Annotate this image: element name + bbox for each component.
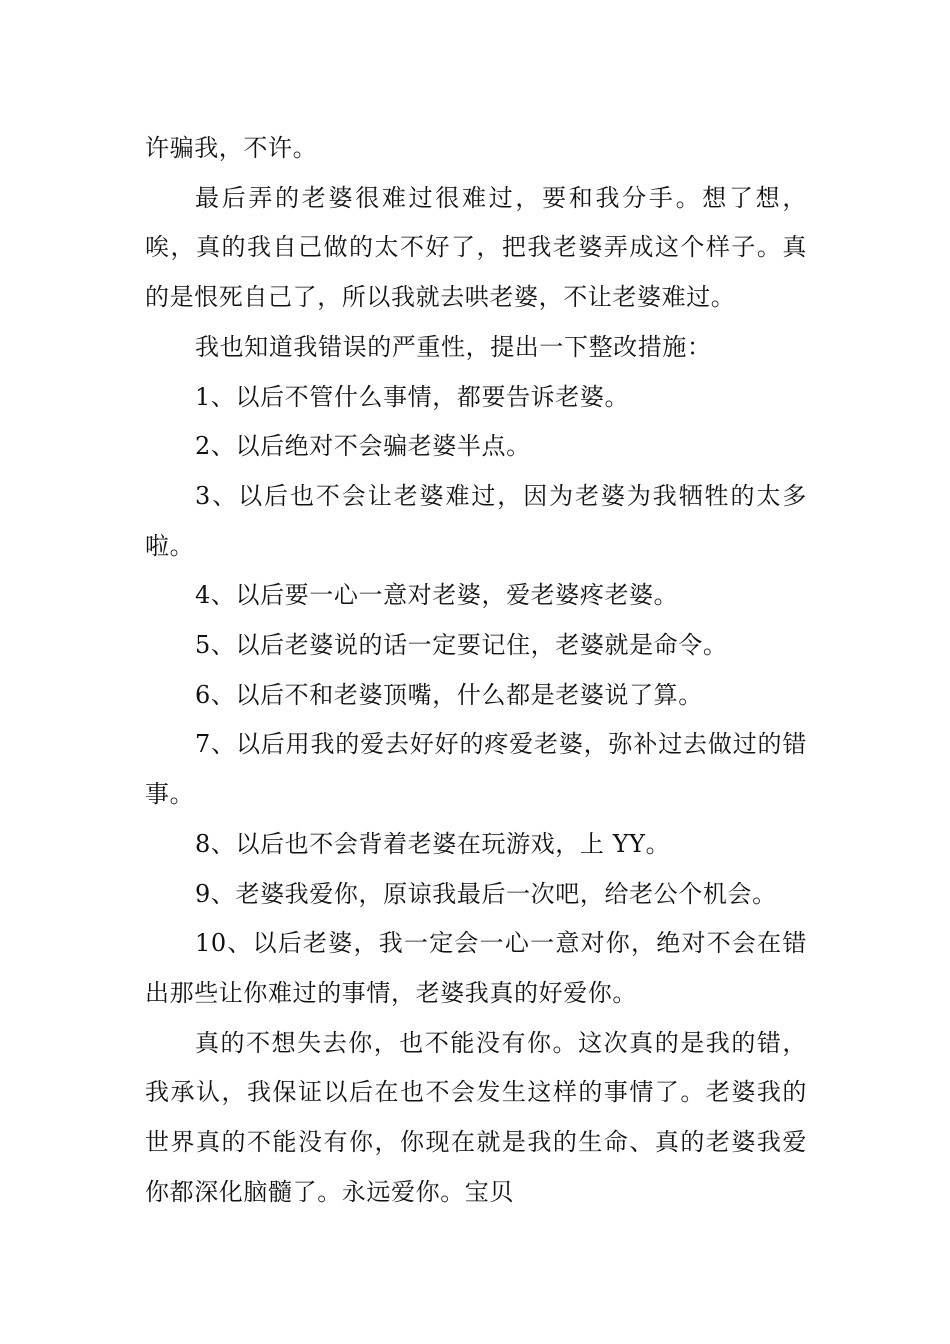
list-item-10: 10、以后老婆，我一定会一心一意对你，绝对不会在错出那些让你难过的事情，老婆我真的好爱你。	[145, 929, 807, 1007]
list-item-5: 5、以后老婆说的话一定要记住，老婆就是命令。	[195, 631, 728, 660]
paragraph-closing: 真的不想失去你，也不能没有你。这次真的是我的错，我承认，我保证以后在也不会发生这样的事情了。老婆我的世界真的不能没有你，你现在就是我的生命、真的老婆我爱你都深化脑髓了。永远爱你。宝贝	[145, 1028, 807, 1206]
list-item-7: 7、以后用我的爱去好好的疼爱老婆，弥补过去做过的错事。	[145, 730, 807, 809]
list-item-2: 2、以后绝对不会骗老婆半点。	[195, 432, 531, 461]
list-item-9: 9、老婆我爱你，原谅我最后一次吧，给老公个机会。	[195, 879, 777, 908]
paragraph-breakup: 最后弄的老婆很难过很难过，要和我分手。想了想，唉，真的我自己做的太不好了，把我老婆弄成这个样子。真的是恨死自己了，所以我就去哄老婆，不让老婆难过。	[145, 183, 807, 312]
list-item-1: 1、以后不管什么事情，都要告诉老婆。	[195, 382, 630, 411]
document-body	[145, 124, 807, 1217]
paragraph-continuation: 许骗我，不许。	[145, 134, 318, 162]
list-item-4: 4、以后要一心一意对老婆，爱老婆疼老婆。	[195, 581, 679, 610]
list-item-6: 6、以后不和老婆顶嘴，什么都是老婆说了算。	[195, 680, 703, 709]
list-item-8: 8、以后也不会背着老婆在玩游戏，上 YY。	[195, 829, 671, 858]
paragraph-measures-intro: 我也知道我错误的严重性，提出一下整改措施：	[195, 332, 712, 361]
list-item-3: 3、以后也不会让老婆难过，因为老婆为我牺牲的太多啦。	[145, 481, 807, 560]
